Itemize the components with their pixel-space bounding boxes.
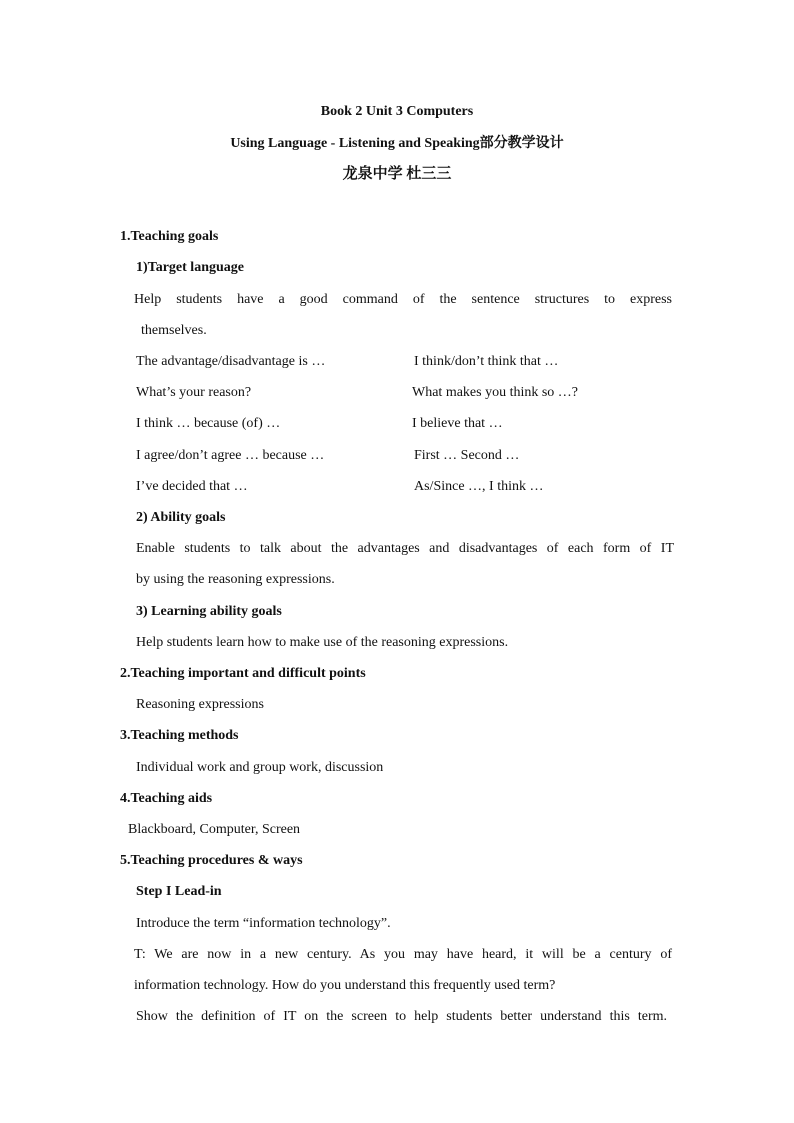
target-intro-line-2: themselves. — [141, 323, 207, 338]
step-1-line-4: Show the definition of IT on the screen to help students better understand this term. — [136, 1009, 667, 1024]
expression-left-3: I think … because (of) … — [136, 416, 281, 431]
document-title: Book 2 Unit 3 Computers — [320, 104, 474, 119]
teaching-aids-text: Blackboard, Computer, Screen — [128, 822, 301, 837]
section-heading-teaching-methods: 3.Teaching methods — [120, 728, 239, 743]
section-heading-teaching-aids: 4.Teaching aids — [120, 791, 213, 806]
important-points-text: Reasoning expressions — [136, 697, 264, 712]
expression-left-4: I agree/don’t agree … because … — [136, 448, 325, 463]
step-1-line-3: information technology. How do you understand this frequently used term? — [134, 978, 556, 993]
expression-right-3: I believe that … — [412, 416, 503, 431]
step-1-line-1: Introduce the term “information technology”. — [136, 916, 391, 931]
expression-left-5: I’ve decided that … — [136, 479, 248, 494]
subheading-target-language: 1)Target language — [136, 260, 244, 275]
step-1-line-2: T: We are now in a new century. As you may have heard, it will be a century of — [134, 947, 672, 962]
step-1-heading: Step I Lead-in — [136, 884, 222, 899]
expression-right-5: As/Since …, I think … — [414, 479, 544, 494]
document-author: 龙泉中学 杜三三 — [342, 166, 452, 182]
learning-goals-line-1: Help students learn how to make use of the reasoning expressions. — [136, 635, 509, 650]
subheading-ability-goals: 2) Ability goals — [136, 510, 226, 525]
subheading-learning-ability-goals: 3) Learning ability goals — [136, 604, 282, 619]
section-heading-teaching-procedures: 5.Teaching procedures & ways — [120, 853, 303, 868]
teaching-methods-text: Individual work and group work, discussion — [136, 760, 384, 775]
expression-right-4: First … Second … — [414, 448, 520, 463]
expression-right-1: I think/don’t think that … — [414, 354, 559, 369]
ability-goals-line-1: Enable students to talk about the advantages and disadvantages of each form of IT — [136, 541, 674, 556]
section-heading-teaching-goals: 1.Teaching goals — [120, 229, 219, 244]
section-heading-important-points: 2.Teaching important and difficult points — [120, 666, 366, 681]
expression-right-2: What makes you think so …? — [412, 385, 579, 400]
ability-goals-line-2: by using the reasoning expressions. — [136, 572, 335, 587]
document-subtitle: Using Language - Listening and Speaking部分教学设计 — [230, 136, 564, 151]
expression-left-2: What’s your reason? — [136, 385, 252, 400]
expression-left-1: The advantage/disadvantage is … — [136, 354, 326, 369]
target-intro-line-1: Help students have a good command of the sentence structures to express — [134, 292, 672, 307]
